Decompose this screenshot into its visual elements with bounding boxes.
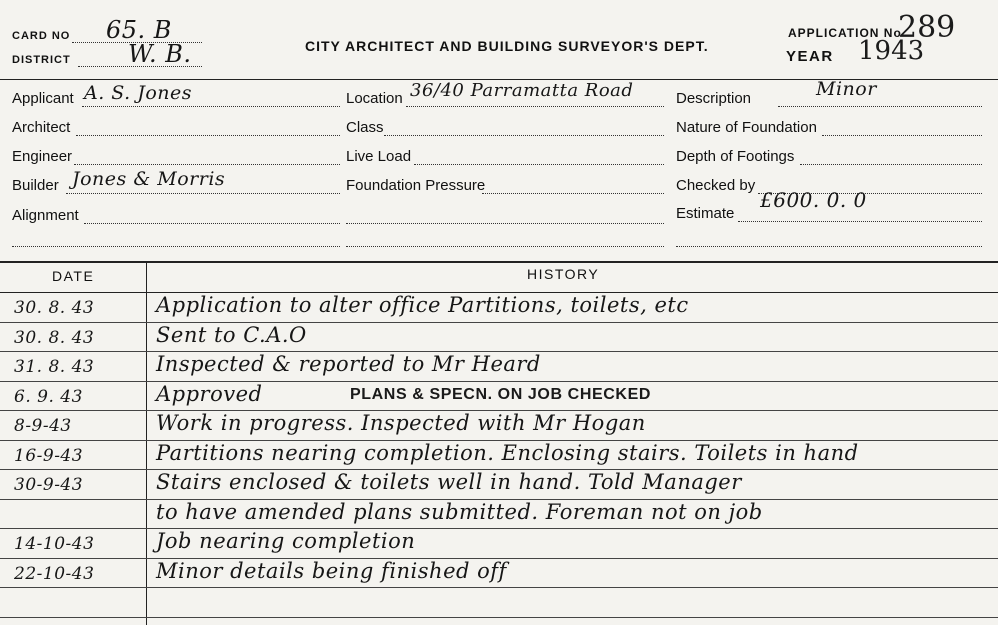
history-row-date: 30-9-43	[14, 475, 84, 495]
plans-checked-stamp: PLANS & SPECN. ON JOB CHECKED	[350, 386, 651, 403]
history-row-entry: Minor details being finished off	[156, 559, 507, 583]
card-no-value: 65. B	[106, 16, 172, 44]
engineer-line	[74, 164, 340, 165]
year-value: 1943	[858, 36, 925, 66]
foundation-pressure-line	[482, 193, 664, 194]
col2-line-b	[346, 246, 664, 247]
estimate-label: Estimate	[676, 205, 735, 222]
history-top-rule	[0, 261, 998, 263]
history-row-date: 6. 9. 43	[14, 387, 83, 407]
foundation-pressure-label: Foundation Pressure	[346, 177, 486, 194]
architect-label: Architect	[12, 119, 71, 136]
history-row-entry: Stairs enclosed & toilets well in hand. Told Manager	[156, 470, 742, 494]
history-row-date: 31. 8. 43	[14, 357, 95, 377]
history-column-header: HISTORY	[527, 266, 600, 282]
description-line	[778, 106, 982, 107]
nature-of-foundation-line	[822, 135, 982, 136]
nature-of-foundation-label: Nature of Foundation	[676, 119, 817, 136]
history-rule	[0, 381, 998, 382]
applicant-value: A. S. Jones	[84, 82, 193, 104]
alignment-label: Alignment	[12, 207, 79, 224]
department-title: CITY ARCHITECT AND BUILDING SURVEYOR'S DEPT.	[305, 38, 709, 54]
history-row-date: 8-9-43	[14, 416, 72, 436]
location-label: Location	[346, 90, 403, 107]
applicant-label: Applicant	[12, 90, 74, 107]
builder-label: Builder	[12, 177, 59, 194]
class-label: Class	[346, 119, 384, 136]
architect-line	[76, 135, 340, 136]
card-no-label: CARD NO	[12, 30, 71, 42]
history-row-date: 14-10-43	[14, 534, 95, 554]
history-row-entry: to have amended plans submitted. Foreman not on job	[156, 500, 763, 524]
history-row-entry: Approved	[156, 382, 263, 406]
history-row-date: 22-10-43	[14, 564, 95, 584]
estimate-value: £600. 0. 0	[760, 188, 867, 212]
history-rule	[0, 322, 998, 323]
history-row-entry: Job nearing completion	[156, 529, 416, 553]
history-row-date: 30. 8. 43	[14, 298, 95, 318]
live-load-label: Live Load	[346, 148, 412, 165]
engineer-label: Engineer	[12, 148, 73, 165]
builder-value: Jones & Morris	[72, 168, 226, 190]
applicant-line	[82, 106, 340, 107]
description-label: Description	[676, 90, 752, 107]
description-value: Minor	[816, 78, 877, 100]
alignment-line	[84, 223, 340, 224]
year-label: YEAR	[786, 48, 834, 65]
location-line	[406, 106, 664, 107]
application-number: 289	[898, 10, 956, 45]
history-rule	[0, 617, 998, 618]
history-row-entry: Inspected & reported to Mr Heard	[156, 352, 541, 376]
depth-of-footings-label: Depth of Footings	[676, 148, 795, 165]
depth-of-footings-line	[800, 164, 982, 165]
checked-by-label: Checked by	[676, 177, 756, 194]
live-load-line	[414, 164, 664, 165]
date-column-header: DATE	[52, 268, 95, 284]
alignment-line-2	[12, 246, 340, 247]
history-row-entry: Application to alter office Partitions, toilets, etc	[156, 293, 689, 317]
col3-line	[676, 246, 982, 247]
history-rule	[0, 528, 998, 529]
history-row-entry: Sent to C.A.O	[156, 323, 307, 347]
location-value: 36/40 Parramatta Road	[410, 80, 634, 101]
district-label: DISTRICT	[12, 54, 71, 66]
history-row-entry: Partitions nearing completion. Enclosing stairs. Toilets in hand	[156, 441, 859, 465]
history-row-date: 30. 8. 43	[14, 328, 95, 348]
history-row-date: 16-9-43	[14, 446, 84, 466]
col2-line-a	[346, 223, 664, 224]
history-row-entry: Work in progress. Inspected with Mr Hogan	[156, 411, 646, 435]
history-rule	[0, 587, 998, 588]
class-line	[384, 135, 664, 136]
district-value: W. B.	[128, 40, 192, 68]
date-column-divider	[146, 262, 147, 625]
application-label: APPLICATION No	[788, 26, 902, 40]
estimate-line	[738, 221, 982, 222]
builder-line	[66, 193, 340, 194]
